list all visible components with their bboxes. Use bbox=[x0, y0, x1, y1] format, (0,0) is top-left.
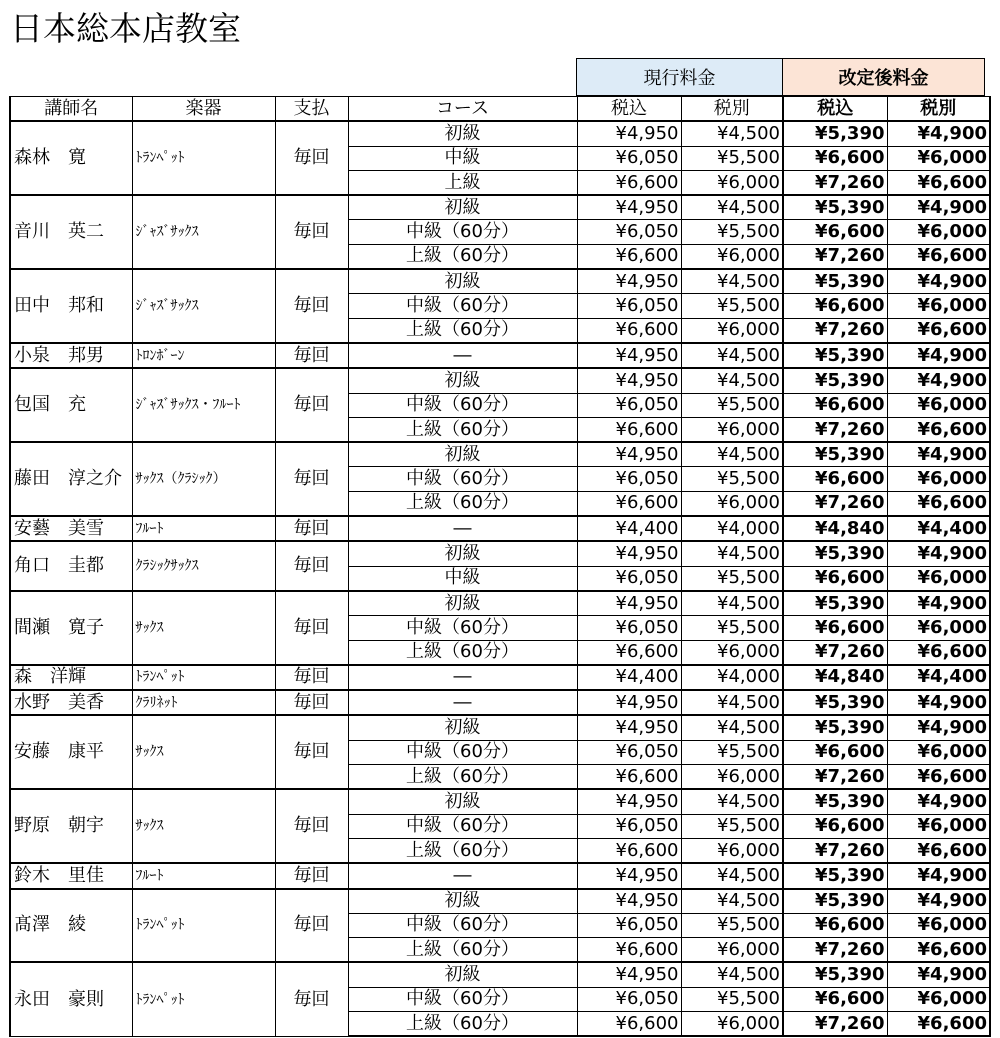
current-excl-price-cell: ¥4,500 bbox=[681, 541, 783, 566]
new-incl-price-cell: ¥6,600 bbox=[783, 294, 887, 318]
course-cell: ― bbox=[348, 690, 577, 715]
new-incl-price-cell: ¥5,390 bbox=[783, 368, 887, 393]
current-excl-price-cell: ¥4,500 bbox=[681, 195, 783, 220]
teacher-name-cell: 音川 英二 bbox=[10, 195, 132, 269]
current-incl-price-cell: ¥6,050 bbox=[577, 294, 681, 318]
current-excl-price-cell: ¥5,500 bbox=[681, 913, 783, 937]
teacher-name-cell: 小泉 邦男 bbox=[10, 343, 132, 368]
new-excl-price-cell: ¥6,600 bbox=[887, 491, 990, 516]
new-excl-column-header: 税別 bbox=[887, 97, 990, 122]
course-cell: 初級 bbox=[348, 541, 577, 566]
new-excl-price-cell: ¥6,000 bbox=[887, 467, 990, 491]
course-cell: 初級 bbox=[348, 889, 577, 914]
instrument-cell: ﾌﾙｰﾄ bbox=[132, 516, 275, 541]
current-excl-price-cell: ¥4,500 bbox=[681, 591, 783, 616]
instrument-cell: ﾄﾗﾝﾍﾟｯﾄ bbox=[132, 889, 275, 963]
course-cell: 中級（60分） bbox=[348, 393, 577, 417]
current-incl-price-cell: ¥4,950 bbox=[577, 121, 681, 146]
fee-table-body bbox=[10, 121, 990, 1036]
instrument-cell: ﾌﾙｰﾄ bbox=[132, 863, 275, 888]
course-cell: ― bbox=[348, 516, 577, 541]
teacher-name-cell: 水野 美香 bbox=[10, 690, 132, 715]
new-incl-price-cell: ¥6,600 bbox=[783, 393, 887, 417]
new-excl-price-cell: ¥4,900 bbox=[887, 269, 990, 294]
new-incl-price-cell: ¥6,600 bbox=[783, 987, 887, 1011]
new-excl-price-cell: ¥6,000 bbox=[887, 146, 990, 170]
course-column-header: コース bbox=[348, 97, 577, 122]
current-excl-price-cell: ¥5,500 bbox=[681, 146, 783, 170]
new-excl-price-cell: ¥6,000 bbox=[887, 814, 990, 838]
course-cell: 上級（60分） bbox=[348, 244, 577, 269]
current-incl-price-cell: ¥4,950 bbox=[577, 715, 681, 740]
fee-table bbox=[9, 96, 991, 1037]
payment-cell: 毎回 bbox=[275, 343, 348, 368]
course-cell: 上級（60分） bbox=[348, 491, 577, 516]
new-excl-price-cell: ¥4,900 bbox=[887, 715, 990, 740]
new-excl-price-cell: ¥6,000 bbox=[887, 913, 990, 937]
new-excl-price-cell: ¥6,600 bbox=[887, 244, 990, 269]
new-excl-price-cell: ¥6,000 bbox=[887, 220, 990, 244]
teacher-name-cell: 田中 邦和 bbox=[10, 269, 132, 343]
new-incl-price-cell: ¥5,390 bbox=[783, 889, 887, 914]
current-incl-price-cell: ¥4,950 bbox=[577, 962, 681, 987]
current-incl-price-cell: ¥6,600 bbox=[577, 640, 681, 665]
payment-cell: 毎回 bbox=[275, 889, 348, 963]
current-excl-price-cell: ¥6,000 bbox=[681, 417, 783, 442]
current-incl-price-cell: ¥4,950 bbox=[577, 343, 681, 368]
payment-cell: 毎回 bbox=[275, 442, 348, 516]
teacher-name-cell: 藤田 淳之介 bbox=[10, 442, 132, 516]
table-row bbox=[10, 789, 990, 814]
new-incl-price-cell: ¥5,390 bbox=[783, 442, 887, 467]
new-incl-price-cell: ¥5,390 bbox=[783, 343, 887, 368]
table-row bbox=[10, 665, 990, 690]
new-excl-price-cell: ¥4,900 bbox=[887, 789, 990, 814]
current-excl-price-cell: ¥5,500 bbox=[681, 987, 783, 1011]
current-incl-price-cell: ¥6,600 bbox=[577, 938, 681, 963]
page-title: 日本総本店教室 bbox=[10, 9, 241, 48]
new-incl-price-cell: ¥5,390 bbox=[783, 789, 887, 814]
instrument-cell: ﾄﾗﾝﾍﾟｯﾄ bbox=[132, 121, 275, 195]
payment-cell: 毎回 bbox=[275, 516, 348, 541]
course-cell: 初級 bbox=[348, 962, 577, 987]
current-excl-price-cell: ¥4,500 bbox=[681, 368, 783, 393]
current-incl-price-cell: ¥6,050 bbox=[577, 913, 681, 937]
course-cell: 中級 bbox=[348, 146, 577, 170]
new-excl-price-cell: ¥6,000 bbox=[887, 616, 990, 640]
table-row bbox=[10, 962, 990, 987]
new-incl-price-cell: ¥7,260 bbox=[783, 838, 887, 863]
current-incl-price-cell: ¥6,600 bbox=[577, 318, 681, 343]
course-cell: 初級 bbox=[348, 195, 577, 220]
course-cell: 初級 bbox=[348, 442, 577, 467]
current-excl-price-cell: ¥4,500 bbox=[681, 269, 783, 294]
current-incl-price-cell: ¥6,050 bbox=[577, 740, 681, 764]
new-excl-price-cell: ¥4,400 bbox=[887, 665, 990, 690]
current-excl-price-cell: ¥5,500 bbox=[681, 740, 783, 764]
payment-cell: 毎回 bbox=[275, 962, 348, 1036]
payment-cell: 毎回 bbox=[275, 715, 348, 789]
payment-cell: 毎回 bbox=[275, 665, 348, 690]
course-cell: 初級 bbox=[348, 591, 577, 616]
payment-cell: 毎回 bbox=[275, 690, 348, 715]
current-excl-price-cell: ¥6,000 bbox=[681, 170, 783, 195]
current-excl-price-cell: ¥6,000 bbox=[681, 318, 783, 343]
new-excl-price-cell: ¥4,900 bbox=[887, 962, 990, 987]
new-incl-price-cell: ¥5,390 bbox=[783, 121, 887, 146]
new-excl-price-cell: ¥4,400 bbox=[887, 516, 990, 541]
teacher-name-cell: 永田 豪則 bbox=[10, 962, 132, 1036]
course-cell: 初級 bbox=[348, 789, 577, 814]
payment-cell: 毎回 bbox=[275, 789, 348, 863]
payment-cell: 毎回 bbox=[275, 269, 348, 343]
current-excl-price-cell: ¥6,000 bbox=[681, 1011, 783, 1036]
current-incl-price-cell: ¥6,600 bbox=[577, 1011, 681, 1036]
current-incl-price-cell: ¥4,400 bbox=[577, 665, 681, 690]
course-cell: 中級 bbox=[348, 566, 577, 591]
new-incl-price-cell: ¥6,600 bbox=[783, 814, 887, 838]
table-header-row bbox=[10, 97, 990, 122]
new-excl-price-cell: ¥6,600 bbox=[887, 640, 990, 665]
current-incl-price-cell: ¥4,950 bbox=[577, 442, 681, 467]
current-incl-price-cell: ¥6,600 bbox=[577, 838, 681, 863]
instrument-cell: ｻｯｸｽ bbox=[132, 715, 275, 789]
current-excl-price-cell: ¥6,000 bbox=[681, 244, 783, 269]
new-incl-price-cell: ¥5,390 bbox=[783, 591, 887, 616]
instrument-cell: ｼﾞｬｽﾞｻｯｸｽ bbox=[132, 269, 275, 343]
new-excl-price-cell: ¥6,600 bbox=[887, 170, 990, 195]
current-incl-price-cell: ¥6,050 bbox=[577, 616, 681, 640]
course-cell: 中級（60分） bbox=[348, 220, 577, 244]
table-row bbox=[10, 541, 990, 566]
current-incl-price-cell: ¥4,950 bbox=[577, 368, 681, 393]
teacher-name-cell: 間瀬 寛子 bbox=[10, 591, 132, 665]
course-cell: ― bbox=[348, 343, 577, 368]
new-excl-price-cell: ¥6,000 bbox=[887, 294, 990, 318]
course-cell: 初級 bbox=[348, 715, 577, 740]
current-price-header: 現行料金 bbox=[577, 59, 783, 96]
new-incl-price-cell: ¥7,260 bbox=[783, 318, 887, 343]
instrument-cell: ﾄﾗﾝﾍﾟｯﾄ bbox=[132, 962, 275, 1036]
current-excl-price-cell: ¥6,000 bbox=[681, 491, 783, 516]
new-excl-price-cell: ¥6,000 bbox=[887, 987, 990, 1011]
current-excl-price-cell: ¥5,500 bbox=[681, 566, 783, 591]
course-cell: 中級（60分） bbox=[348, 987, 577, 1011]
new-incl-price-cell: ¥5,390 bbox=[783, 541, 887, 566]
course-cell: 初級 bbox=[348, 121, 577, 146]
new-incl-price-cell: ¥6,600 bbox=[783, 220, 887, 244]
new-incl-price-cell: ¥6,600 bbox=[783, 913, 887, 937]
instrument-cell: ﾄﾛﾝﾎﾞｰﾝ bbox=[132, 343, 275, 368]
current-excl-price-cell: ¥4,500 bbox=[681, 863, 783, 888]
current-excl-price-cell: ¥4,500 bbox=[681, 789, 783, 814]
new-excl-price-cell: ¥6,600 bbox=[887, 938, 990, 963]
revised-price-header: 改定後料金 bbox=[783, 59, 985, 96]
current-excl-price-cell: ¥6,000 bbox=[681, 838, 783, 863]
teacher-name-cell: 安藝 美雪 bbox=[10, 516, 132, 541]
course-cell: 上級（60分） bbox=[348, 1011, 577, 1036]
new-incl-price-cell: ¥5,390 bbox=[783, 863, 887, 888]
new-incl-price-cell: ¥7,260 bbox=[783, 244, 887, 269]
course-cell: 上級（60分） bbox=[348, 938, 577, 963]
new-incl-price-cell: ¥4,840 bbox=[783, 665, 887, 690]
instrument-cell: ｸﾗｼｯｸｻｯｸｽ bbox=[132, 541, 275, 591]
current-excl-column-header: 税別 bbox=[681, 97, 783, 122]
payment-cell: 毎回 bbox=[275, 541, 348, 591]
current-incl-price-cell: ¥6,050 bbox=[577, 393, 681, 417]
instrument-column-header: 楽器 bbox=[132, 97, 275, 122]
new-incl-price-cell: ¥7,260 bbox=[783, 640, 887, 665]
payment-column-header: 支払 bbox=[275, 97, 348, 122]
current-incl-price-cell: ¥6,050 bbox=[577, 987, 681, 1011]
course-cell: 初級 bbox=[348, 269, 577, 294]
new-excl-price-cell: ¥6,000 bbox=[887, 566, 990, 591]
new-excl-price-cell: ¥6,600 bbox=[887, 765, 990, 790]
table-row bbox=[10, 269, 990, 294]
course-cell: 上級（60分） bbox=[348, 838, 577, 863]
current-incl-price-cell: ¥6,600 bbox=[577, 765, 681, 790]
current-excl-price-cell: ¥6,000 bbox=[681, 938, 783, 963]
new-excl-price-cell: ¥4,900 bbox=[887, 863, 990, 888]
instrument-cell: ｼﾞｬｽﾞｻｯｸｽ・ﾌﾙｰﾄ bbox=[132, 368, 275, 442]
current-excl-price-cell: ¥6,000 bbox=[681, 765, 783, 790]
table-row bbox=[10, 715, 990, 740]
current-excl-price-cell: ¥4,500 bbox=[681, 690, 783, 715]
teacher-name-cell: 包国 充 bbox=[10, 368, 132, 442]
new-excl-price-cell: ¥4,900 bbox=[887, 121, 990, 146]
current-incl-price-cell: ¥6,050 bbox=[577, 146, 681, 170]
course-cell: 上級（60分） bbox=[348, 417, 577, 442]
teacher-name-cell: 野原 朝宇 bbox=[10, 789, 132, 863]
new-incl-price-cell: ¥6,600 bbox=[783, 566, 887, 591]
new-excl-price-cell: ¥6,000 bbox=[887, 740, 990, 764]
current-excl-price-cell: ¥6,000 bbox=[681, 640, 783, 665]
current-excl-price-cell: ¥5,500 bbox=[681, 220, 783, 244]
price-group-header bbox=[576, 58, 985, 96]
current-excl-price-cell: ¥4,500 bbox=[681, 962, 783, 987]
new-incl-price-cell: ¥6,600 bbox=[783, 467, 887, 491]
new-incl-price-cell: ¥7,260 bbox=[783, 938, 887, 963]
payment-cell: 毎回 bbox=[275, 591, 348, 665]
current-incl-price-cell: ¥6,600 bbox=[577, 491, 681, 516]
new-excl-price-cell: ¥6,600 bbox=[887, 838, 990, 863]
new-incl-price-cell: ¥7,260 bbox=[783, 491, 887, 516]
current-incl-price-cell: ¥4,950 bbox=[577, 690, 681, 715]
table-row bbox=[10, 863, 990, 888]
teacher-name-cell: 森 洋輝 bbox=[10, 665, 132, 690]
table-row bbox=[10, 591, 990, 616]
new-incl-price-cell: ¥5,390 bbox=[783, 715, 887, 740]
course-cell: 中級（60分） bbox=[348, 294, 577, 318]
course-cell: 上級 bbox=[348, 170, 577, 195]
course-cell: 中級（60分） bbox=[348, 740, 577, 764]
current-incl-price-cell: ¥6,050 bbox=[577, 467, 681, 491]
current-excl-price-cell: ¥4,500 bbox=[681, 715, 783, 740]
current-excl-price-cell: ¥5,500 bbox=[681, 294, 783, 318]
new-incl-price-cell: ¥6,600 bbox=[783, 740, 887, 764]
course-cell: 上級（60分） bbox=[348, 765, 577, 790]
instrument-cell: ｻｯｸｽ bbox=[132, 591, 275, 665]
current-incl-price-cell: ¥6,050 bbox=[577, 566, 681, 591]
current-excl-price-cell: ¥4,000 bbox=[681, 516, 783, 541]
new-incl-price-cell: ¥7,260 bbox=[783, 417, 887, 442]
new-incl-price-cell: ¥4,840 bbox=[783, 516, 887, 541]
course-cell: 初級 bbox=[348, 368, 577, 393]
teacher-name-cell: 森林 寛 bbox=[10, 121, 132, 195]
payment-cell: 毎回 bbox=[275, 121, 348, 195]
current-incl-price-cell: ¥4,950 bbox=[577, 195, 681, 220]
instrument-cell: ﾄﾗﾝﾍﾟｯﾄ bbox=[132, 665, 275, 690]
course-cell: 中級（60分） bbox=[348, 814, 577, 838]
current-excl-price-cell: ¥4,000 bbox=[681, 665, 783, 690]
current-incl-column-header: 税込 bbox=[577, 97, 681, 122]
current-incl-price-cell: ¥4,950 bbox=[577, 889, 681, 914]
current-excl-price-cell: ¥5,500 bbox=[681, 393, 783, 417]
new-incl-column-header: 税込 bbox=[783, 97, 887, 122]
table-row bbox=[10, 442, 990, 467]
teacher-name-cell: 鈴木 里佳 bbox=[10, 863, 132, 888]
current-incl-price-cell: ¥4,400 bbox=[577, 516, 681, 541]
new-excl-price-cell: ¥4,900 bbox=[887, 368, 990, 393]
new-incl-price-cell: ¥5,390 bbox=[783, 962, 887, 987]
instrument-cell: ｸﾗﾘﾈｯﾄ bbox=[132, 690, 275, 715]
payment-cell: 毎回 bbox=[275, 863, 348, 888]
new-excl-price-cell: ¥4,900 bbox=[887, 690, 990, 715]
course-cell: 中級（60分） bbox=[348, 467, 577, 491]
teacher-name-cell: 髙澤 綾 bbox=[10, 889, 132, 963]
new-incl-price-cell: ¥5,390 bbox=[783, 195, 887, 220]
table-row bbox=[10, 368, 990, 393]
new-excl-price-cell: ¥4,900 bbox=[887, 591, 990, 616]
current-excl-price-cell: ¥4,500 bbox=[681, 343, 783, 368]
course-cell: 上級（60分） bbox=[348, 318, 577, 343]
new-excl-price-cell: ¥6,000 bbox=[887, 393, 990, 417]
table-row bbox=[10, 690, 990, 715]
new-excl-price-cell: ¥4,900 bbox=[887, 343, 990, 368]
instrument-cell: ｻｯｸｽ（ｸﾗｼｯｸ） bbox=[132, 442, 275, 516]
table-row bbox=[10, 195, 990, 220]
table-row bbox=[10, 121, 990, 146]
course-cell: ― bbox=[348, 665, 577, 690]
new-excl-price-cell: ¥4,900 bbox=[887, 889, 990, 914]
current-incl-price-cell: ¥6,050 bbox=[577, 814, 681, 838]
table-row bbox=[10, 343, 990, 368]
current-incl-price-cell: ¥4,950 bbox=[577, 863, 681, 888]
new-incl-price-cell: ¥7,260 bbox=[783, 765, 887, 790]
table-row bbox=[10, 889, 990, 914]
current-excl-price-cell: ¥4,500 bbox=[681, 442, 783, 467]
current-excl-price-cell: ¥4,500 bbox=[681, 121, 783, 146]
new-incl-price-cell: ¥5,390 bbox=[783, 269, 887, 294]
payment-cell: 毎回 bbox=[275, 368, 348, 442]
current-excl-price-cell: ¥4,500 bbox=[681, 889, 783, 914]
current-incl-price-cell: ¥6,600 bbox=[577, 244, 681, 269]
course-cell: 中級（60分） bbox=[348, 913, 577, 937]
current-incl-price-cell: ¥4,950 bbox=[577, 789, 681, 814]
current-excl-price-cell: ¥5,500 bbox=[681, 616, 783, 640]
current-incl-price-cell: ¥6,600 bbox=[577, 417, 681, 442]
instrument-cell: ｼﾞｬｽﾞｻｯｸｽ bbox=[132, 195, 275, 269]
table-row bbox=[10, 516, 990, 541]
new-excl-price-cell: ¥6,600 bbox=[887, 1011, 990, 1036]
new-incl-price-cell: ¥7,260 bbox=[783, 170, 887, 195]
payment-cell: 毎回 bbox=[275, 195, 348, 269]
current-excl-price-cell: ¥5,500 bbox=[681, 814, 783, 838]
new-incl-price-cell: ¥6,600 bbox=[783, 616, 887, 640]
new-incl-price-cell: ¥7,260 bbox=[783, 1011, 887, 1036]
new-excl-price-cell: ¥4,900 bbox=[887, 442, 990, 467]
current-incl-price-cell: ¥6,600 bbox=[577, 170, 681, 195]
new-excl-price-cell: ¥4,900 bbox=[887, 541, 990, 566]
current-incl-price-cell: ¥4,950 bbox=[577, 541, 681, 566]
new-excl-price-cell: ¥6,600 bbox=[887, 318, 990, 343]
current-incl-price-cell: ¥4,950 bbox=[577, 269, 681, 294]
new-incl-price-cell: ¥6,600 bbox=[783, 146, 887, 170]
teacher-column-header: 講師名 bbox=[10, 97, 132, 122]
course-cell: 上級（60分） bbox=[348, 640, 577, 665]
new-excl-price-cell: ¥6,600 bbox=[887, 417, 990, 442]
teacher-name-cell: 角口 圭都 bbox=[10, 541, 132, 591]
current-incl-price-cell: ¥6,050 bbox=[577, 220, 681, 244]
current-incl-price-cell: ¥4,950 bbox=[577, 591, 681, 616]
course-cell: 中級（60分） bbox=[348, 616, 577, 640]
new-excl-price-cell: ¥4,900 bbox=[887, 195, 990, 220]
current-excl-price-cell: ¥5,500 bbox=[681, 467, 783, 491]
new-incl-price-cell: ¥5,390 bbox=[783, 690, 887, 715]
instrument-cell: ｻｯｸｽ bbox=[132, 789, 275, 863]
teacher-name-cell: 安藤 康平 bbox=[10, 715, 132, 789]
course-cell: ― bbox=[348, 863, 577, 888]
